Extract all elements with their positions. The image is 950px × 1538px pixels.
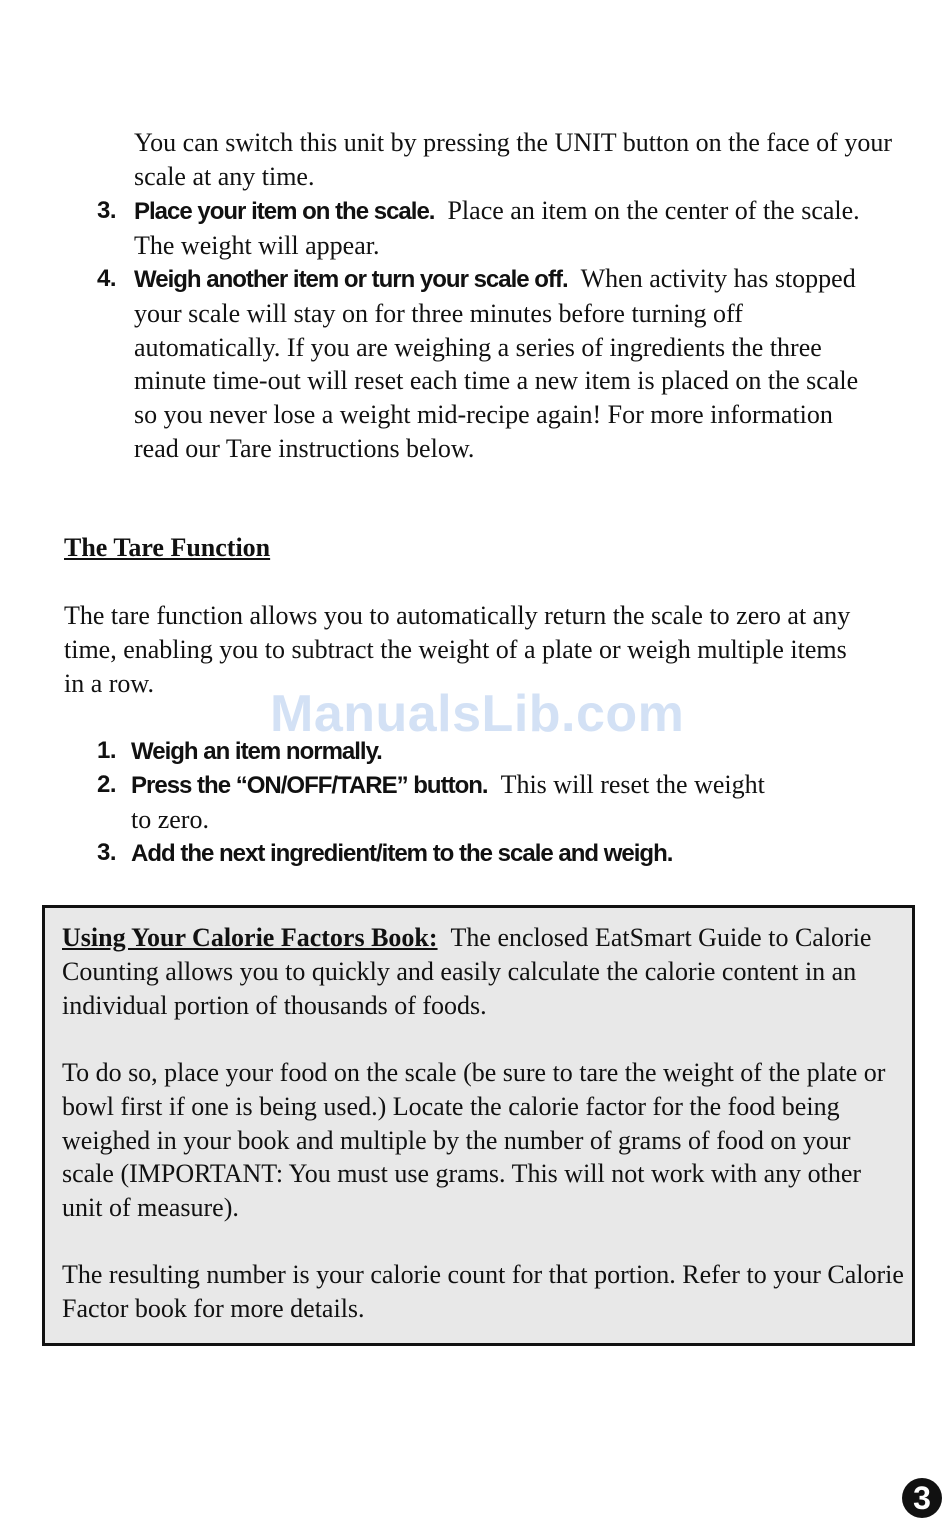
tare-intro: The tare function allows you to automatically return the scale to zero at any time, enabling you to subtract the weight of a plate or weigh multiple items in a row.: [64, 601, 851, 698]
tare-heading: The Tare Function: [64, 533, 271, 562]
step-text: When activity has stopped your scale will stay on for three minutes before turning off automatically. If you are weighing a series of ingredients the three minute time-out will reset each time a new item is placed on the scale so you never lose a weight mid-recipe again! For more information read our Tare instructions below.: [134, 264, 859, 463]
unit-switch-paragraph: You can switch this unit by pressing the UNIT button on the face of your scale at any time.: [134, 128, 892, 191]
calorie-box-title: Using Your Calorie Factors Book:: [62, 923, 438, 952]
calorie-box-para1: [62, 921, 907, 1022]
step-lead: Weigh another item or turn your scale off.: [134, 266, 568, 293]
calorie-factors-box: [42, 905, 915, 1346]
step-number: 1.: [97, 737, 117, 764]
step-number: 3.: [97, 197, 117, 224]
watermark: ManualsLib.com: [270, 685, 685, 743]
step-text: This will reset the weight to zero.: [131, 770, 765, 834]
page-number-badge: 3: [902, 1478, 942, 1518]
step-number: 3.: [97, 839, 117, 866]
calorie-box-intro: The enclosed EatSmart Guide to Calorie Counting allows you to quickly and easily calculate the calorie content in an individual portion of thousands of foods.: [62, 923, 872, 1020]
step-lead: Weigh an item normally.: [131, 738, 382, 765]
step-number: 4.: [97, 265, 117, 292]
calorie-box-para2: To do so, place your food on the scale (be sure to tare the weight of the plate or bowl first if one is being used.) Locate the calorie factor for the food being weighed in your book and multiple by the number of grams of food on your scale (IMPORTANT: You must use grams. This will not work with any other unit of measure).: [62, 1058, 886, 1223]
calorie-box-para3: The resulting number is your calorie count for that portion. Refer to your Calorie Factor book for more details.: [62, 1260, 904, 1323]
step-number: 2.: [97, 771, 117, 798]
step-lead: Press the “ON/OFF/TARE” button.: [131, 772, 488, 799]
step-lead: Place your item on the scale.: [134, 198, 435, 225]
step-text: Place an item on the center of the scale. The weight will appear.: [134, 196, 860, 260]
step-lead: Add the next ingredient/item to the scale and weigh.: [131, 840, 673, 867]
